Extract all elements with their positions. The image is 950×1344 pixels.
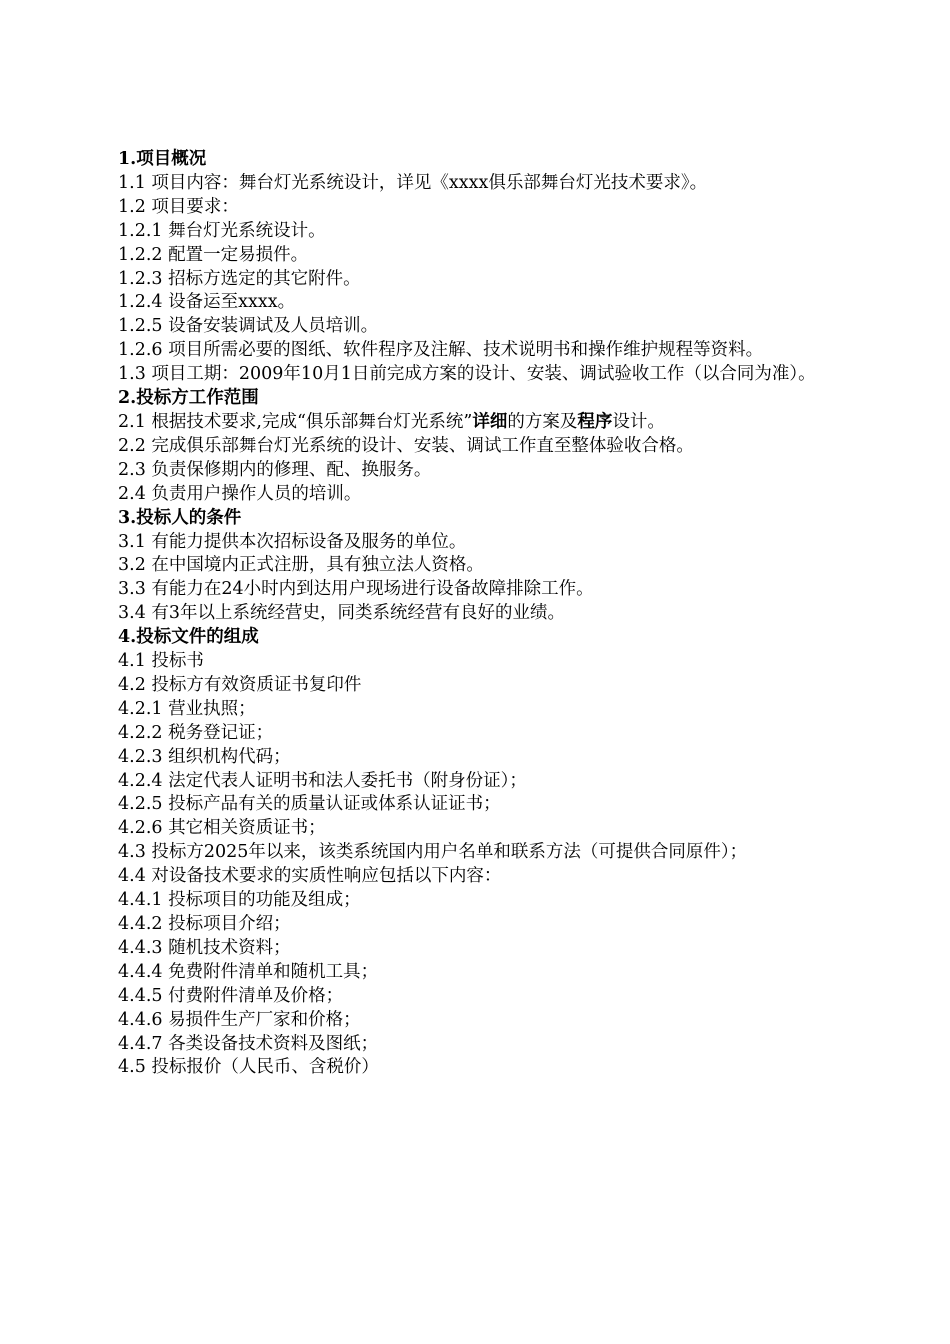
paragraph-1-3: 1.3 项目工期：2009年10月1日前完成方案的设计、安装、调试验收工作（以合同为准）。 [118,364,816,385]
paragraph-4-4: 4.4 对设备技术要求的实质性响应包括以下内容： [118,866,502,887]
paragraph-4-2-3: 4.2.3 组织机构代码； [118,746,291,767]
paragraph-4-2-4: 4.2.4 法定代表人证明书和法人委托书（附身份证）； [118,770,527,791]
paragraph-1-2-4: 1.2.4 设备运至xxxx。 [118,292,296,313]
paragraph-1-1: 1.1 项目内容：舞台灯光系统设计，详见《xxxx俱乐部舞台灯光技术要求》。 [118,172,708,193]
paragraph-4-2-6: 4.2.6 其它相关资质证书； [118,818,326,839]
paragraph-1-2-1: 1.2.1 舞台灯光系统设计。 [118,220,326,241]
paragraph-4-2-1: 4.2.1 营业执照； [118,698,256,719]
paragraph-4-4-7: 4.4.7 各类设备技术资料及图纸； [118,1033,379,1054]
paragraph-1-2-6: 1.2.6 项目所需必要的图纸、软件程序及注解、技术说明书和操作维护规程等资料。 [118,340,764,361]
section-heading-3: 3.投标人的条件 [118,507,242,528]
paragraph-2-1-part3: 设计。 [612,411,665,432]
paragraph-4-2-5: 4.2.5 投标产品有关的质量认证或体系认证证书； [118,794,501,815]
paragraph-4-2: 4.2 投标方有效资质证书复印件 [118,674,362,695]
paragraph-2-1 [118,411,840,435]
paragraph-2-1-part1: 2.1 根据技术要求,完成“俱乐部舞台灯光系统” [118,411,473,432]
paragraph-2-4: 2.4 负责用户操作人员的培训。 [118,483,362,504]
paragraph-4-4-4: 4.4.4 免费附件清单和随机工具； [118,961,379,982]
paragraph-1-2-3: 1.2.3 招标方选定的其它附件。 [118,268,361,289]
paragraph-4-2-2: 4.2.2 税务登记证； [118,722,274,743]
paragraph-4-4-5: 4.4.5 付费附件清单及价格； [118,985,344,1006]
paragraph-1-2-2: 1.2.2 配置一定易损件。 [118,244,309,265]
section-heading-2: 2.投标方工作范围 [118,388,259,409]
paragraph-4-4-6: 4.4.6 易损件生产厂家和价格； [118,1009,361,1030]
paragraph-2-3: 2.3 负责保修期内的修理、配、换服务。 [118,459,432,480]
paragraph-4-1: 4.1 投标书 [118,651,204,672]
paragraph-4-4-3: 4.4.3 随机技术资料； [118,937,291,958]
section-heading-4: 4.投标文件的组成 [118,627,259,648]
paragraph-4-3: 4.3 投标方2025年以来，该类系统国内用户名单和联系方法（可提供合同原件）； [118,842,748,863]
document-body [118,148,840,1080]
paragraph-4-4-2: 4.4.2 投标项目介绍； [118,914,291,934]
paragraph-3-1: 3.1 有能力提供本次招标设备及服务的单位。 [118,531,467,552]
paragraph-4-5: 4.5 投标报价（人民币、含税价） [118,1057,379,1078]
paragraph-2-1-part2: 的方案及 [507,411,578,432]
paragraph-2-1-bold1: 详细 [472,411,508,432]
paragraph-2-1-bold2: 程序 [577,411,613,432]
paragraph-1-2: 1.2 项目要求： [118,196,239,217]
paragraph-4-4-1: 4.4.1 投标项目的功能及组成； [118,890,361,911]
section-heading-1: 1.项目概况 [118,149,207,169]
paragraph-2-2: 2.2 完成俱乐部舞台灯光系统的设计、安装、调试工作直至整体验收合格。 [118,435,694,456]
paragraph-3-2: 3.2 在中国境内正式注册，具有独立法人资格。 [118,555,484,576]
paragraph-3-4: 3.4 有3年以上系统经营史，同类系统经营有良好的业绩。 [118,603,566,624]
paragraph-1-2-5: 1.2.5 设备安装调试及人员培训。 [118,316,379,337]
paragraph-3-3: 3.3 有能力在24小时内到达用户现场进行设备故障排除工作。 [118,579,594,600]
